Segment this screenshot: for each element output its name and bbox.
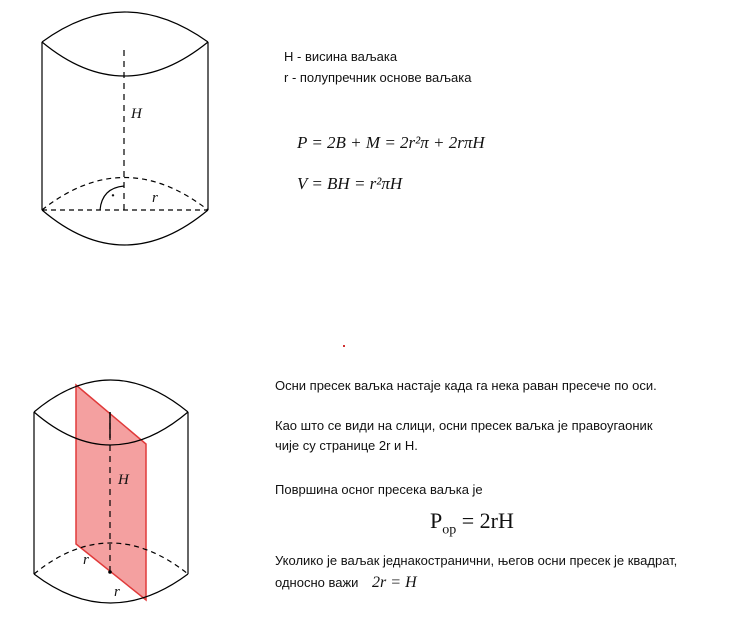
top-ellipse-back-2 bbox=[34, 380, 188, 412]
center-point bbox=[108, 570, 112, 574]
equilateral-text: односно важи bbox=[275, 575, 359, 590]
area-subscript: op bbox=[442, 522, 457, 538]
equilateral-formula: 2r = H bbox=[372, 574, 417, 591]
label-h-top: H bbox=[131, 106, 142, 122]
stray-dot bbox=[343, 345, 345, 347]
cylinder-figure-top bbox=[0, 0, 240, 260]
section-definition: Осни пресек ваљка настаје када га нека раван пресече по оси. bbox=[275, 378, 657, 393]
section-shape-line1: Као што се види на слици, осни пресек ваљка је правоугаоник bbox=[275, 418, 653, 433]
cylinder-figure-bottom bbox=[0, 360, 240, 624]
bottom-ellipse-front-2 bbox=[34, 574, 188, 603]
formula-volume: V = BH = r²πH bbox=[297, 174, 403, 193]
bottom-ellipse-front bbox=[42, 210, 208, 245]
area-symbol: P bbox=[430, 508, 443, 533]
area-rhs: = 2rH bbox=[456, 508, 514, 533]
equilateral-line2 bbox=[275, 574, 417, 592]
label-h-bottom: H bbox=[118, 472, 129, 488]
label-r1-bottom: r bbox=[83, 552, 89, 568]
section-area-intro: Површина осног пресека ваљка је bbox=[275, 482, 483, 497]
legend-h: H - висина ваљака bbox=[284, 49, 398, 64]
bottom-ellipse-back bbox=[42, 178, 208, 211]
label-dot-top: · bbox=[111, 188, 115, 204]
formula-area: P = 2B + M = 2r²π + 2rπH bbox=[297, 133, 485, 152]
section-shape-line2: чије су странице 2r и H. bbox=[275, 438, 418, 453]
label-r2-bottom: r bbox=[114, 584, 120, 600]
legend-r: r - полупречник основе ваљака bbox=[284, 70, 472, 85]
top-ellipse-back bbox=[42, 12, 208, 42]
label-r-top: r bbox=[152, 190, 158, 206]
top-ellipse-front bbox=[42, 42, 208, 76]
equilateral-line1: Уколико је ваљак једнакостранични, његов осни пресек је квадрат, bbox=[275, 553, 678, 568]
section-area-formula bbox=[430, 508, 514, 538]
